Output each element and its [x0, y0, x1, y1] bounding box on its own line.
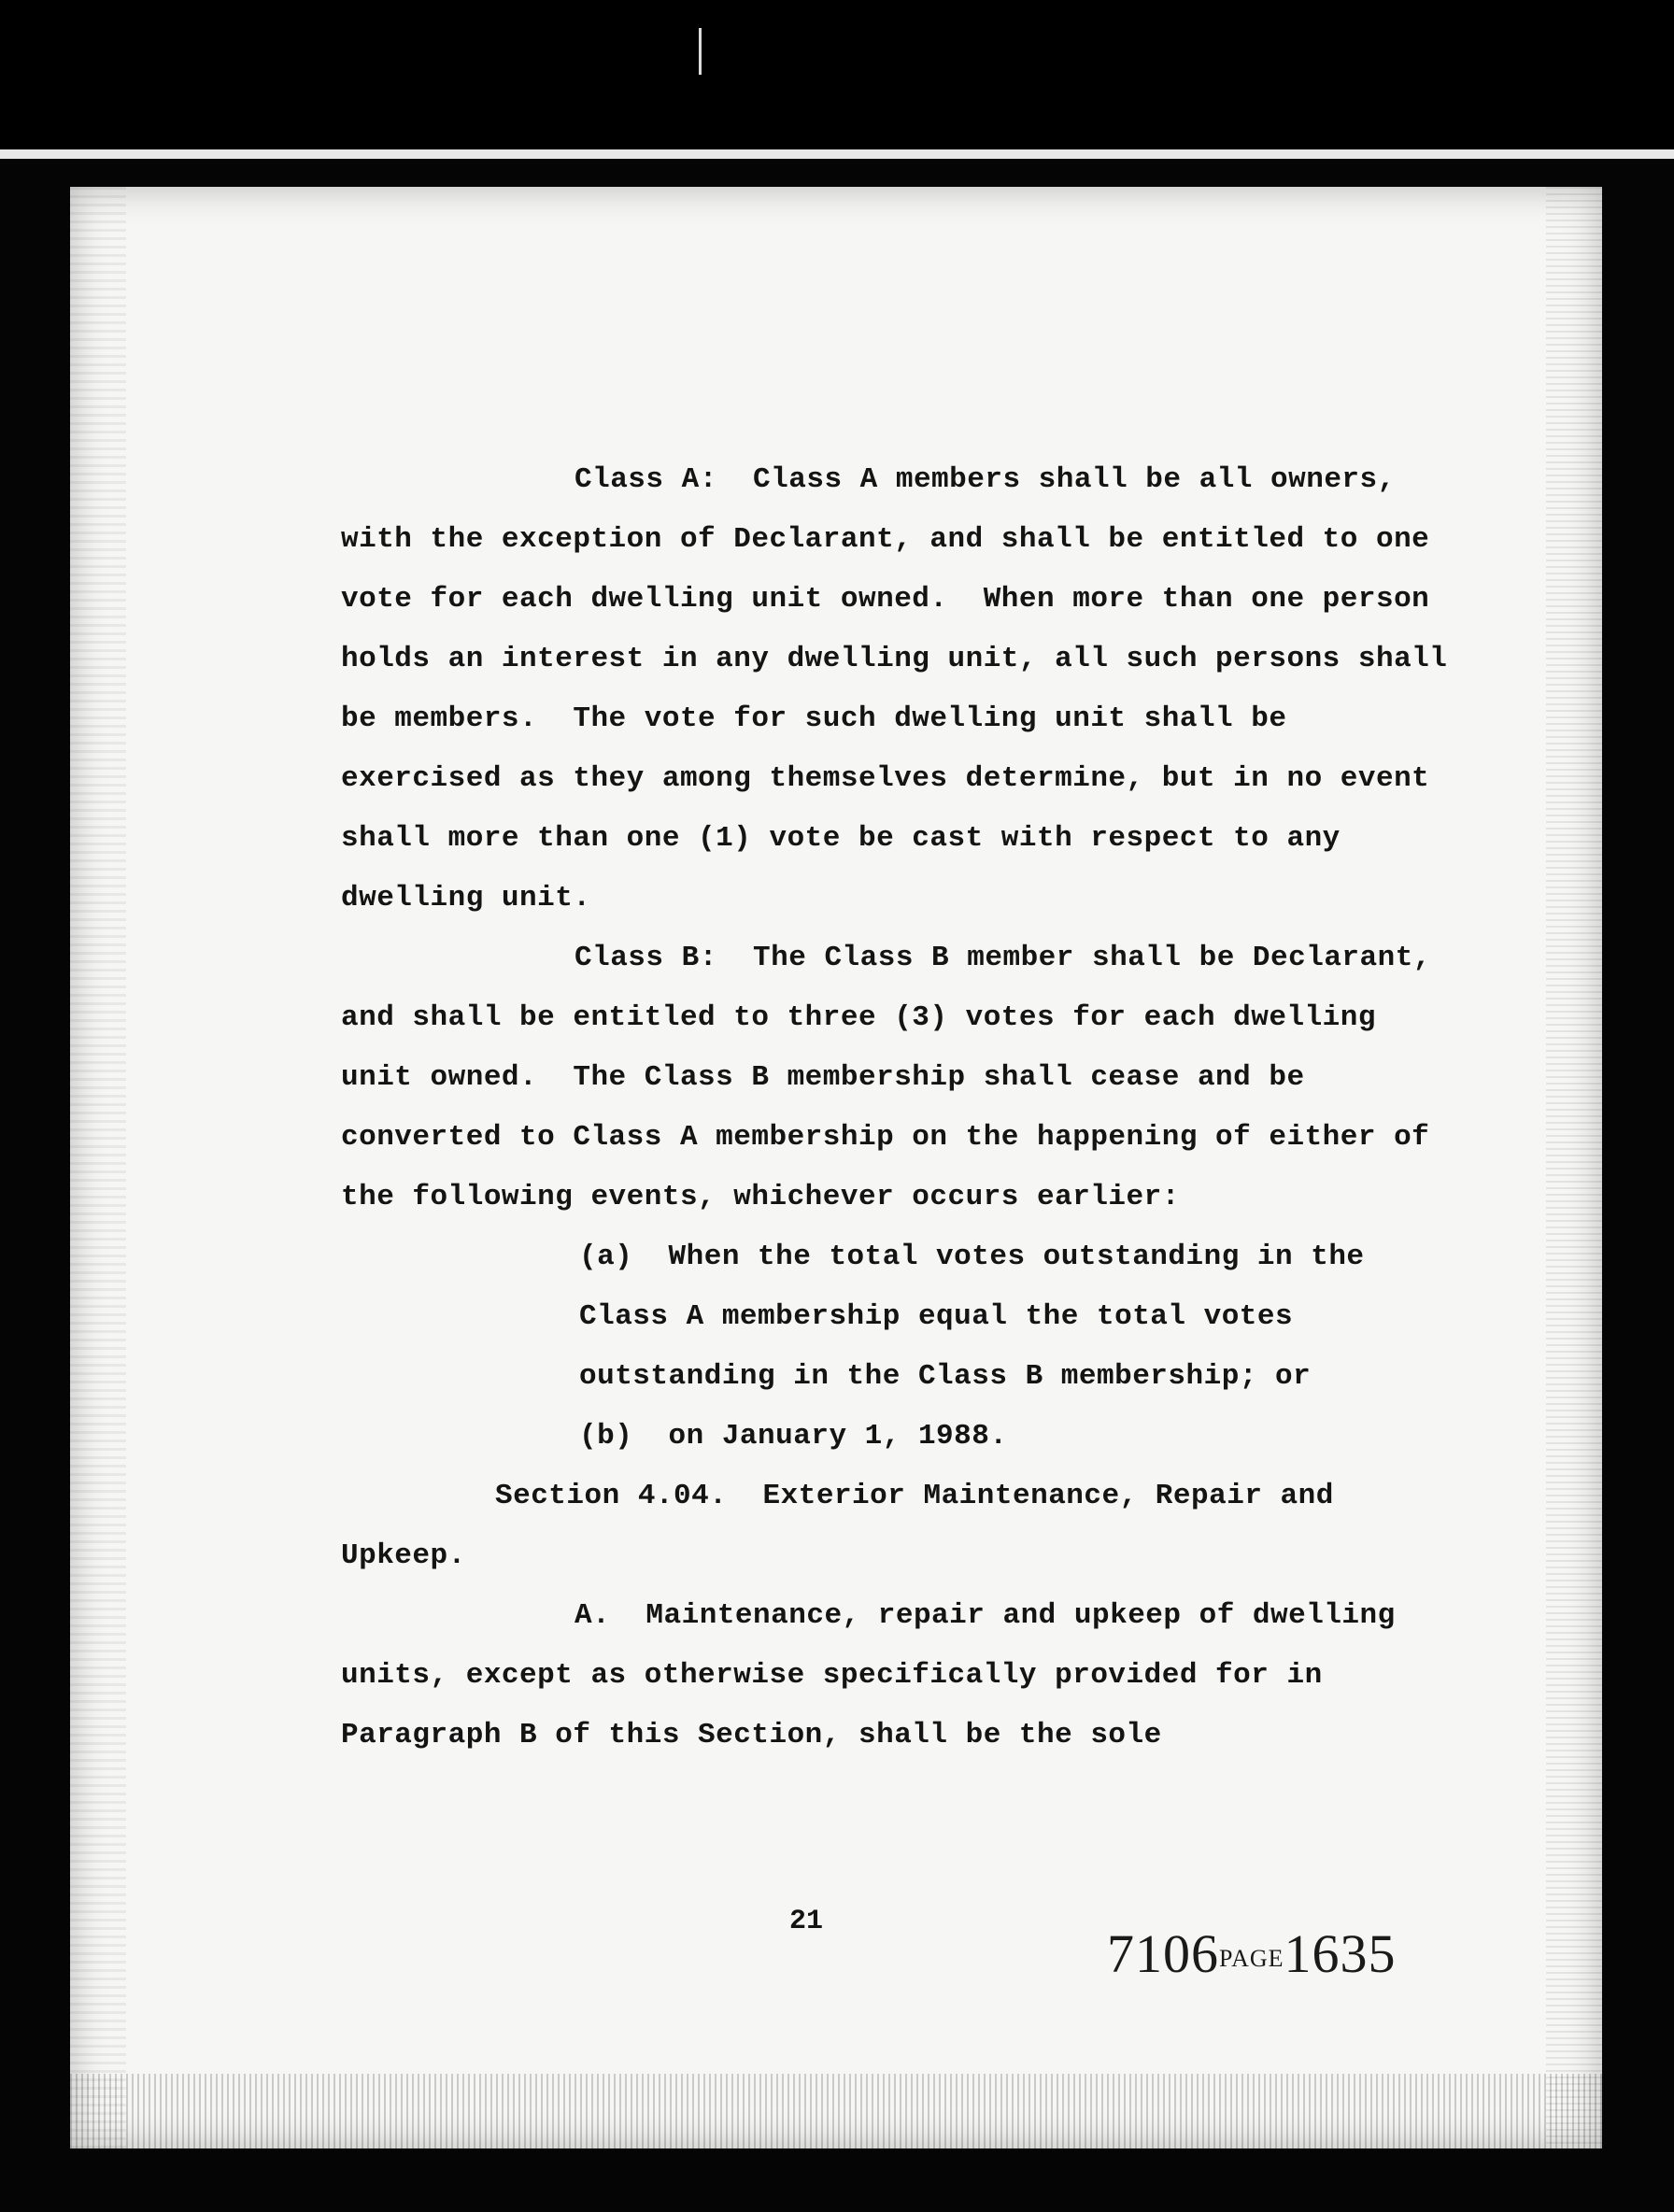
page-label: PAGE: [1219, 1945, 1284, 1972]
book-page-number: 1635: [1284, 1923, 1397, 1984]
document-page: [70, 187, 1602, 2148]
scan-top-band: [0, 0, 1674, 149]
book-page-stamp: [1107, 1922, 1397, 1985]
scan-mark: [699, 28, 702, 75]
section-heading: Section 4.04. Exterior Maintenance, Repair and Upkeep.: [341, 1480, 1352, 1572]
paragraph-item-a: (a) When the total votes outstanding in the Class A membership equal the total votes outstanding in the Class B membership; or: [579, 1241, 1383, 1393]
book-number: 7106: [1107, 1923, 1219, 1984]
document-body: [341, 450, 1466, 1765]
paragraph-item-b: (b) on January 1, 1988.: [579, 1420, 1008, 1453]
page-number: 21: [789, 1906, 824, 1937]
scan-rule: [0, 149, 1674, 159]
scan-noise-left: [70, 187, 126, 2148]
scan-noise-right: [1546, 187, 1602, 2148]
scan-noise-bottom: [70, 2074, 1602, 2148]
paragraph-maintenance: A. Maintenance, repair and upkeep of dwelling units, except as otherwise specifically provided for in Paragraph B of this Section, shall be the sole: [341, 1599, 1413, 1751]
paragraph-class-b: Class B: The Class B member shall be Declarant, and shall be entitled to three (3) votes for each dwelling unit owned. The Class B membership shall cease and be converted to Class A membership on the happening of either of the following events, whichever occurs earlier:: [341, 942, 1450, 1213]
paragraph-class-a: Class A: Class A members shall be all owners, with the exception of Declarant, and shall be entitled to one vote for each dwelling unit owned. When more than one person holds an interest in any dwelling unit, all such persons shall be members. The vote for such dwelling unit shall be exercised as they among themselves determine, but in no event shall more than one (1) vote be cast with respect to any dwelling unit.: [341, 463, 1466, 915]
